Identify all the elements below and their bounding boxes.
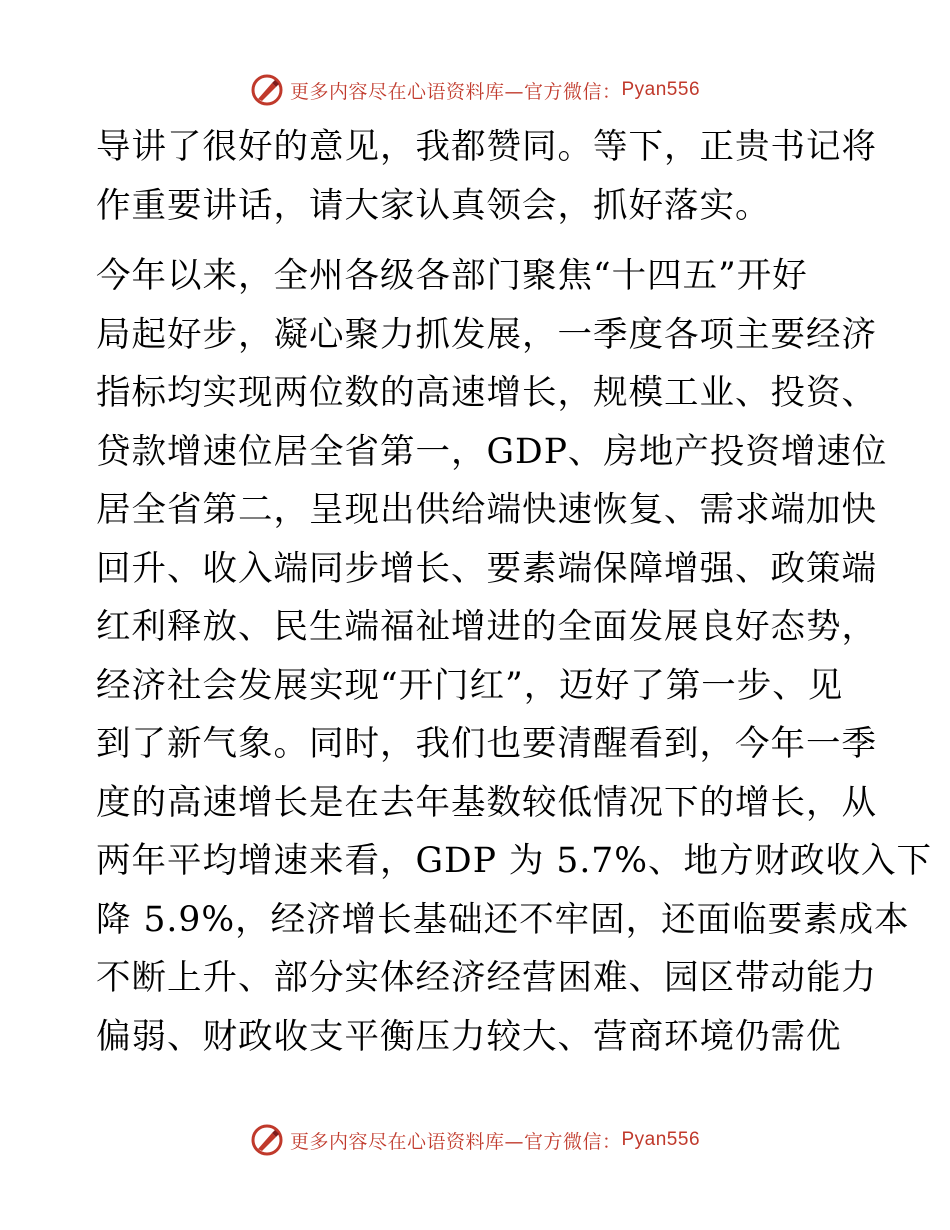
- text-line: 贷款增速位居全省第一，GDP、房地产投资增速位: [96, 431, 888, 472]
- text-line: 降 5.9%，经济增长基础还不牢固，还面临要素成本: [96, 899, 910, 940]
- text-line: 不断上升、部分实体经济经营困难、园区带动能力: [96, 958, 877, 998]
- pen-logo-icon: [250, 73, 284, 107]
- text-line: 红利释放、民生端福祉增进的全面发展良好态势，: [96, 607, 877, 647]
- text-line: 回升、收入端同步增长、要素端保障增强、政策端: [96, 548, 877, 589]
- document-body: [96, 118, 933, 1066]
- paragraph-2: [96, 247, 933, 1066]
- banner-text: 更多内容尽在心语资料库—官方微信：: [289, 1130, 622, 1153]
- banner-wechat-id: Pyan556: [621, 79, 701, 100]
- text-line: 局起好步，凝心聚力抓发展，一季度各项主要经济: [96, 314, 877, 355]
- header-banner: [0, 70, 950, 110]
- banner-wechat-id: Pyan556: [621, 1129, 701, 1150]
- text-line: 今年以来，全州各级各部门聚焦“十四五”开好: [96, 256, 808, 296]
- text-line: 偏弱、财政收支平衡压力较大、营商环境仍需优: [96, 1016, 842, 1057]
- paragraph-1: [96, 118, 877, 235]
- footer-banner: [0, 1120, 950, 1160]
- text-line: 两年平均增速来看，GDP 为 5.7%、地方财政收入下: [96, 841, 933, 881]
- banner-text: 更多内容尽在心语资料库—官方微信：: [289, 80, 622, 103]
- text-line: 经济社会发展实现“开门红”，迈好了第一步、见: [96, 665, 844, 706]
- text-line: 到了新气象。同时，我们也要清醒看到，今年一季: [96, 724, 877, 764]
- text-line: 居全省第二，呈现出供给端快速恢复、需求端加快: [96, 490, 877, 530]
- text-line: 度的高速增长是在去年基数较低情况下的增长，从: [96, 782, 877, 823]
- text-line: 指标均实现两位数的高速增长，规模工业、投资、: [96, 373, 877, 413]
- text-line: 导讲了很好的意见，我都赞同。等下，正贵书记将: [96, 127, 877, 167]
- text-line: 作重要讲话，请大家认真领会，抓好落实。: [96, 185, 771, 226]
- pen-logo-icon: [250, 1123, 284, 1157]
